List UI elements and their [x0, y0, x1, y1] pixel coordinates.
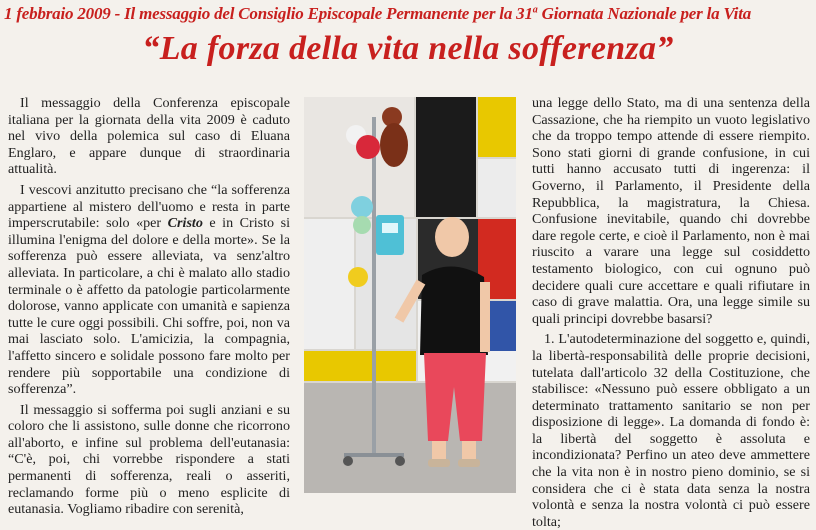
kicker-text-end: Giornata Nazionale per la Vita — [537, 4, 752, 23]
article-column-left — [8, 95, 290, 518]
emphasis-cristo: Cristo — [167, 215, 203, 232]
article-headline: “La forza della vita nella sofferenza” — [142, 30, 674, 67]
paragraph-bishops-quote — [8, 182, 290, 398]
paragraph-self-determination: 1. L'autodeterminazione del soggetto e, quindi, la libertà-responsabilità delle proprie decisioni, tutelata dall'articolo 32 della Costituzione, che stabilisce: «Nessuno può essere obbligato a un determinato trattamento sanitario se non per disposizione di legge». La domanda di fondo è: la libertà del soggetto è assoluta e incondizionata? Perfino un ateo deve ammettere che la vita non è in nostro pieno dominio, se si considera che ci è stata data senza la nostra volontà e senza la nostra volontà ci può essere tolta; — [532, 331, 810, 530]
paragraph-euthanasia: Il messaggio si sofferma poi sugli anziani e su coloro che li assistono, sulle donne che ricorrono all'aborto, e infine sul problema dell'eutanasia: “C'è, poi, chi vorrebbe rispondere a stati permanenti di sofferenza, reali o asseriti, reclamando forme più o meno esplicite di eutanasia. Vogliamo ribadire con serenità, — [8, 401, 290, 518]
kicker-ordinal-suffix: a — [532, 4, 538, 16]
paragraph-continued: una legge dello Stato, ma di una sentenza della Cassazione, che ha riempito un vuoto legislativo che da troppo tempo attende di essere riempito. Sono stati giorni di grande confusione, in cui tutti hanno accusato tutti di ingerenza: il Governo, il Parlamento, il Presidente della Repubblica, la magistratura, la Chiesa. Confusione inevitabile, quando chi dovrebbe dare regole certe, e cioè il Parlamento, non è mai riuscito a varare una legge sul cosiddetto testamento biologico, con cui ognuno può decidere quali cure accettare e quali rifiutare in caso di grave malattia. Ora, una legge simile su quali principi dovrebbe basarsi? — [532, 95, 810, 327]
article-photo — [304, 97, 516, 493]
article-column-right — [532, 95, 810, 530]
paragraph-text: I vescovi anzitutto precisano che “la sofferenza appartiene al mistero dell'uomo e resta in parte imperscrutabile: solo «per — [8, 181, 290, 232]
paragraph-intro: Il messaggio della Conferenza episcopale italiana per la giornata della vita 2009 è caduto nel vivo della polemica sul caso di Eluana Englaro, e appare dunque di straordinaria attualità. — [8, 95, 290, 178]
kicker-line — [4, 4, 814, 24]
kicker-text: 1 febbraio 2009 - Il messaggio del Consiglio Episcopale Permanente per la 31 — [4, 4, 533, 23]
photo-illustration — [304, 97, 516, 493]
paragraph-text-continued: e in Cristo si illumina l'enigma del dolore e della morte». Se la sofferenza può essere alleviata, va senz'altro alleviata. In particolare, a chi è malato allo stadio terminale o è affetto da patologie particolarmente dolorose, vanno applicate con umanità e sapienza tutte le cure oggi possibili. Chi soffre, poi, non va mai lasciato solo. L'amicizia, la compagnia, l'affetto sincero e solidale possono fare molto per rendere più sopportabile una condizione di sofferenza”. — [8, 215, 290, 398]
